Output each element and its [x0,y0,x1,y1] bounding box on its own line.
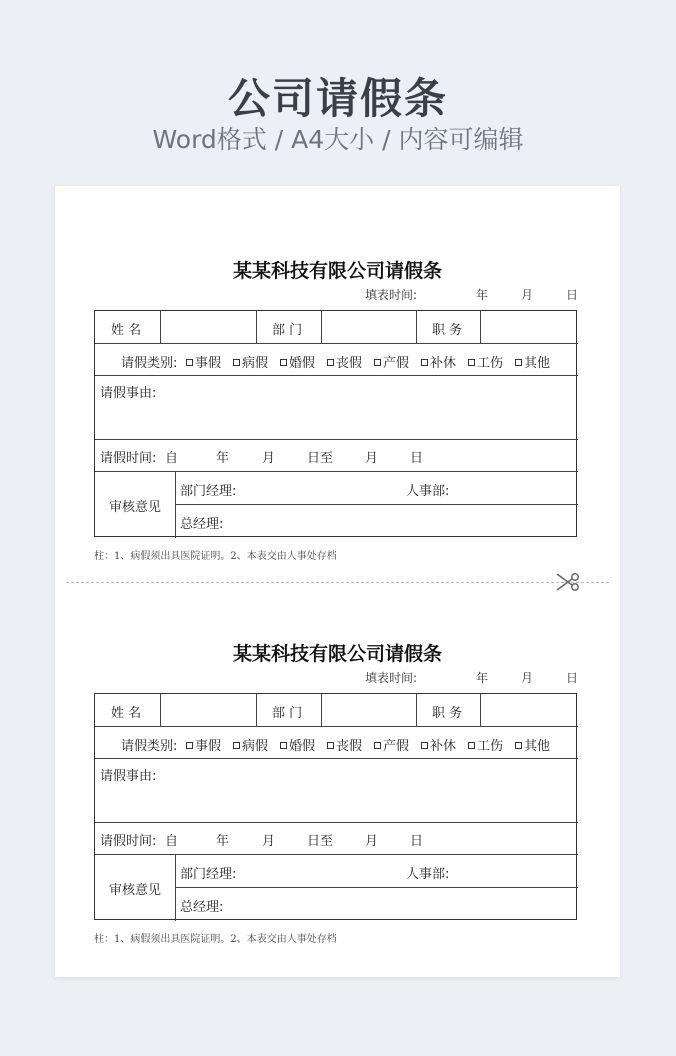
period-from: 自 [165,451,179,466]
leave-form-table [94,693,577,920]
period-from: 自 [165,834,179,849]
fill-year: 年 [476,288,489,302]
period-month2: 月 [365,834,379,849]
period-month: 月 [262,451,276,466]
leave-form-table [94,310,577,537]
period-day-to: 日至 [307,834,334,849]
checkbox-icon [515,359,522,366]
checkbox-icon [233,359,240,366]
checkbox-icon [280,742,287,749]
leave-types-label: 请假类别: [121,739,178,754]
fill-time-row [55,286,620,304]
position-label: 职 务 [432,323,463,338]
fill-year: 年 [476,671,489,685]
position-field[interactable] [481,694,578,726]
hr-label: 人事部: [406,867,450,882]
period-month2: 月 [365,451,379,466]
leave-option-compensatory[interactable]: 补休 [421,735,456,754]
page-title: 公司请假条 [227,74,448,123]
fill-month: 月 [521,671,534,685]
checkbox-icon [186,359,193,366]
period-day2: 日 [410,451,424,466]
checkbox-icon [515,742,522,749]
dept-manager-label: 部门经理: [180,867,237,882]
fill-time-label: 填表时间: [365,288,418,302]
period-day2: 日 [410,834,424,849]
fill-day: 日 [566,671,579,685]
document-page [55,186,620,977]
leave-option-personal[interactable]: 事假 [186,352,221,371]
reason-field[interactable] [165,759,575,821]
leave-types-row [95,735,578,755]
leave-option-maternity[interactable]: 产假 [374,735,409,754]
position-label: 职 务 [432,706,463,721]
leave-option-personal[interactable]: 事假 [186,735,221,754]
name-label: 姓 名 [111,706,142,721]
checkbox-icon [374,359,381,366]
checkbox-icon [421,359,428,366]
fill-day: 日 [566,288,579,302]
checkbox-icon [327,742,334,749]
leave-types-label: 请假类别: [121,356,178,371]
checkbox-icon [468,359,475,366]
page-subtitle: Word格式 / A4大小 / 内容可编辑 [152,125,524,154]
review-label: 审核意见 [109,883,162,898]
general-manager-label: 总经理: [180,900,224,915]
leave-option-marriage[interactable]: 婚假 [280,352,315,371]
checkbox-icon [421,742,428,749]
leave-option-funeral[interactable]: 丧假 [327,352,362,371]
name-label: 姓 名 [111,323,142,338]
checkbox-icon [374,742,381,749]
fill-month: 月 [521,288,534,302]
period-label: 请假时间: [100,834,157,849]
leave-option-funeral[interactable]: 丧假 [327,735,362,754]
slip-title: 某某科技有限公司请假条 [232,643,442,665]
footnote: 柱：1、病假须出具医院证明。2、本表交由人事处存档 [94,934,337,945]
leave-option-maternity[interactable]: 产假 [374,352,409,371]
hr-label: 人事部: [406,484,450,499]
dept-field[interactable] [322,311,416,343]
fill-time-label: 填表时间: [365,671,418,685]
leave-option-sick[interactable]: 病假 [233,352,268,371]
leave-option-injury[interactable]: 工伤 [468,735,503,754]
dept-label: 部 门 [272,706,303,721]
period-label: 请假时间: [100,451,157,466]
dept-field[interactable] [322,694,416,726]
period-year: 年 [216,834,230,849]
leave-types-row [95,352,578,372]
reason-label: 请假事由: [100,386,157,401]
general-manager-label: 总经理: [180,517,224,532]
footnote: 柱：1、病假须出具医院证明。2、本表交由人事处存档 [94,551,337,562]
reason-label: 请假事由: [100,769,157,784]
leave-option-sick[interactable]: 病假 [233,735,268,754]
name-field[interactable] [161,694,256,726]
checkbox-icon [280,359,287,366]
leave-option-other[interactable]: 其他 [515,735,550,754]
leave-option-other[interactable]: 其他 [515,352,550,371]
review-label: 审核意见 [109,500,162,515]
period-year: 年 [216,451,230,466]
checkbox-icon [468,742,475,749]
reason-field[interactable] [165,376,575,438]
period-month: 月 [262,834,276,849]
dept-label: 部 门 [272,323,303,338]
checkbox-icon [186,742,193,749]
leave-option-compensatory[interactable]: 补休 [421,352,456,371]
fill-time-row [55,669,620,687]
leave-option-marriage[interactable]: 婚假 [280,735,315,754]
checkbox-icon [327,359,334,366]
leave-option-injury[interactable]: 工伤 [468,352,503,371]
cut-line [66,582,609,583]
period-day-to: 日至 [307,451,334,466]
name-field[interactable] [161,311,256,343]
dept-manager-label: 部门经理: [180,484,237,499]
scissors-icon [554,571,580,593]
position-field[interactable] [481,311,578,343]
checkbox-icon [233,742,240,749]
slip-title: 某某科技有限公司请假条 [232,260,442,282]
